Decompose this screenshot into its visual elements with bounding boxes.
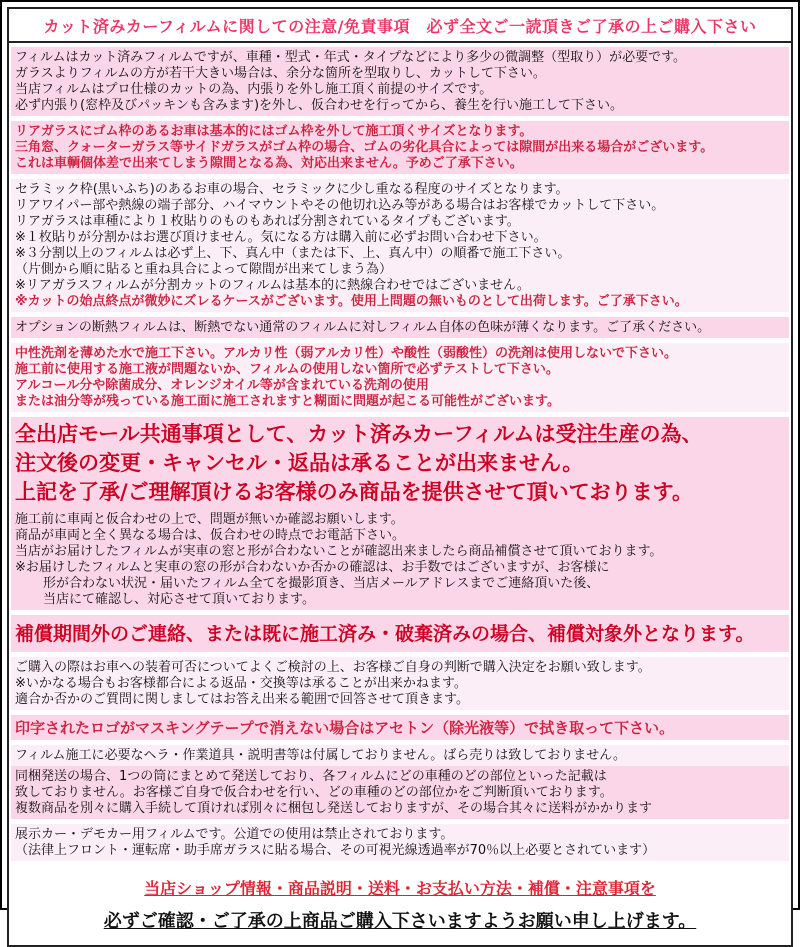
text-line: 補償期間外のご連絡、または既に施工済み・破棄済みの場合、補償対象外となります。	[15, 623, 755, 645]
text-line: リアワイパー部や熱線の端子部分、ハイマウントやその他切れ込み等がある場合はお客様でカットして下さい。	[15, 198, 665, 213]
text-line: 中性洗剤を薄めた水で施工下さい。アルカリ性（弱アルカリ性）や酸性（弱酸性）の洗剤は使用しないで下さい。	[15, 346, 677, 361]
text-line: 商品が車両と全く異なる場合は、仮合わせの時点でお電話下さい。	[15, 528, 406, 543]
text-line: 施工前に車両と仮合わせの上で、問題が無いか確認お願いします。	[15, 512, 404, 527]
fitting-check-notice	[11, 509, 789, 610]
notice-title: カット済みカーフィルムに関しての注意/免責事項 必ず全文ご一読頂きご了承の上ご購入下さい	[7, 7, 793, 43]
notice-body	[7, 41, 793, 947]
text-line: 必ず内張り(窓枠及びパッキンも含みます)を外し、仮合わせを行ってから、養生を行い施工して下さい。	[15, 98, 624, 113]
insulation-film-notice	[11, 317, 789, 338]
footer	[11, 866, 789, 941]
text-line: 全出店モール共通事項として、カット済みカーフィルムは受注生産の為、	[15, 422, 703, 446]
detergent-notice	[11, 343, 789, 412]
text-line: 当店にて確認し、対応させて頂いております。	[43, 592, 315, 607]
text-line: ※カットの始点終点が微妙にズレるケースがございます。使用上問題の無いものとして出荷します。ご了承下さい。	[15, 294, 688, 309]
ceramic-split-notice	[11, 179, 789, 312]
text-line: （片側から順に貼ると重ね具合によって隙間が出来てしまう為）	[15, 262, 393, 277]
footer-confirm-line: 必ずご確認・ご了承の上商品ご購入下さいますようお願い申し上げます。	[103, 911, 697, 932]
text-line: 上記を了承/ご理解頂けるお客様のみ商品を提供させて頂いております。	[15, 480, 693, 504]
text-line: アルコール分や除菌成分、オレンジオイル等が含まれている洗剤の使用	[15, 378, 429, 393]
warranty-exclusion-notice	[11, 615, 789, 652]
text-line: 同梱発送の場合、1つの筒にまとめて発送しており、各フィルムにどの車種のどの部位といった記載は	[15, 769, 607, 784]
text-line: または油分等が残っている施工面に施工されますと糊面に問題が起こる可能性がございます。	[15, 394, 560, 409]
text-line: ※３分割以上のフィルムは必ず上、下、真ん中（または下、上、真ん中）の順番で施工下さい。	[15, 246, 571, 261]
logo-removal-notice	[11, 715, 789, 740]
text-line: リアガラスにゴム枠のあるお車は基本的にはゴム枠を外して施工頂くサイズとなります。	[15, 124, 533, 139]
text-line: ご購入の際はお車への装着可否についてよくご検討の上、お客様ご自身の判断で購入決定をお願い致します。	[15, 660, 651, 675]
text-line: 形が合わない状況・届いたフィルム全てを撮影頂き、当店メールアドレスまでご連絡頂いた後、	[43, 576, 600, 591]
text-line: 展示カー・デモカー用フィルムです。公道での使用は禁止されております。	[15, 827, 454, 842]
text-line: ※１枚貼りが分割かはお選び頂けません。気になる方は購入前に必ずお問い合わせ下さい。	[15, 230, 547, 245]
text-line: （法律上フロント・運転席・助手席ガラスに貼る場合、その可視光線透過率が70％以上必要とされています）	[15, 843, 656, 858]
text-line: フィルムはカット済みフィルムですが、車種・型式・年式・タイプなどにより多少の微調整（型取り）が必要です。	[15, 50, 687, 65]
purchase-decision-notice	[11, 657, 789, 710]
text-line: ※いかなる場合もお客様都合による返品・交換等は承ることが出来かねます。	[15, 676, 467, 691]
text-line: オプションの断熱フィルムは、断熱でない通常のフィルムに対しフィルム自体の色味が薄くなります。ご了承ください。	[15, 320, 711, 335]
text-line: 施工前に使用する施工液が問題ないか、フィルムの使用しない箇所で必ずテストして下さい。	[15, 362, 559, 377]
text-line: セラミック枠(黒いふち)のあるお車の場合、セラミックに少し重なる程度のサイズとなります。	[15, 182, 569, 197]
rubber-frame-notice	[11, 121, 789, 174]
text-line: これは車輌個体差で出来てしまう隙間となる為、対応出来ません。予めご了承下さい。	[15, 156, 523, 171]
text-line: 当店フィルムはプロ仕様のカットの為、内張りを外し施工頂く前提のサイズです。	[15, 82, 493, 97]
display-car-notice	[11, 824, 789, 861]
text-line: フィルム施工に必要なヘラ・作業道具・説明書等は付属しておりません。ばら売りは致しておりません。	[15, 748, 627, 763]
text-line: 三角窓、クォーターガラス等サイドガラスがゴム枠の場合、ゴムの劣化具合によっては隙間が出来る場合がございます。	[15, 140, 714, 155]
text-line: 当店がお届けしたフィルムが実車の窓と形が合わないことが確認出来ましたら商品補償させて頂いております。	[15, 544, 663, 559]
text-line: 適合か否かのご質問に関しましてはお答え出来る範囲で回答させて頂きます。	[15, 692, 469, 707]
no-cancel-notice	[11, 417, 789, 509]
text-line: ※お届けしたフィルムと実車の窓の形が合わないか否かの確認は、お手数ではございますが、お客様に	[15, 560, 610, 575]
notice-sections	[11, 47, 789, 866]
text-line: 注文後の変更・キャンセル・返品は承ることが出来ません。	[15, 451, 584, 475]
accessories-notice	[11, 745, 789, 766]
text-line: ※リアガラスフィルムが分割カットのフィルムは基本的に熱線合わせではございません。	[15, 278, 530, 293]
text-line: 複数商品を別々に購入手続して頂ければ別々に梱包し発送しておりますが、その場合其々に送料がかかります	[15, 801, 653, 816]
footer-shop-info-line: 当店ショップ情報・商品説明・送料・お支払い方法・補償・注意事項を	[144, 879, 656, 898]
text-line: 致しておりません。お客様ご自身で仮合わせを行い、どの車種のどの部位かをご判断頂いております。	[15, 785, 613, 800]
text-line: ガラスよりフィルムの方が若干大きい場合は、余分な箇所を型取りし、カットして下さい。	[15, 66, 546, 81]
text-line: 印字されたロゴがマスキングテープで消えない場合はアセトン（除光液等）で拭き取って下さい。	[15, 719, 675, 737]
film-adjustment-notice	[11, 47, 789, 116]
bundled-shipping-notice	[11, 766, 789, 819]
text-line: リアガラスは車種により１枚貼りのものもあれば分割されているタイプもございます。	[15, 214, 520, 229]
